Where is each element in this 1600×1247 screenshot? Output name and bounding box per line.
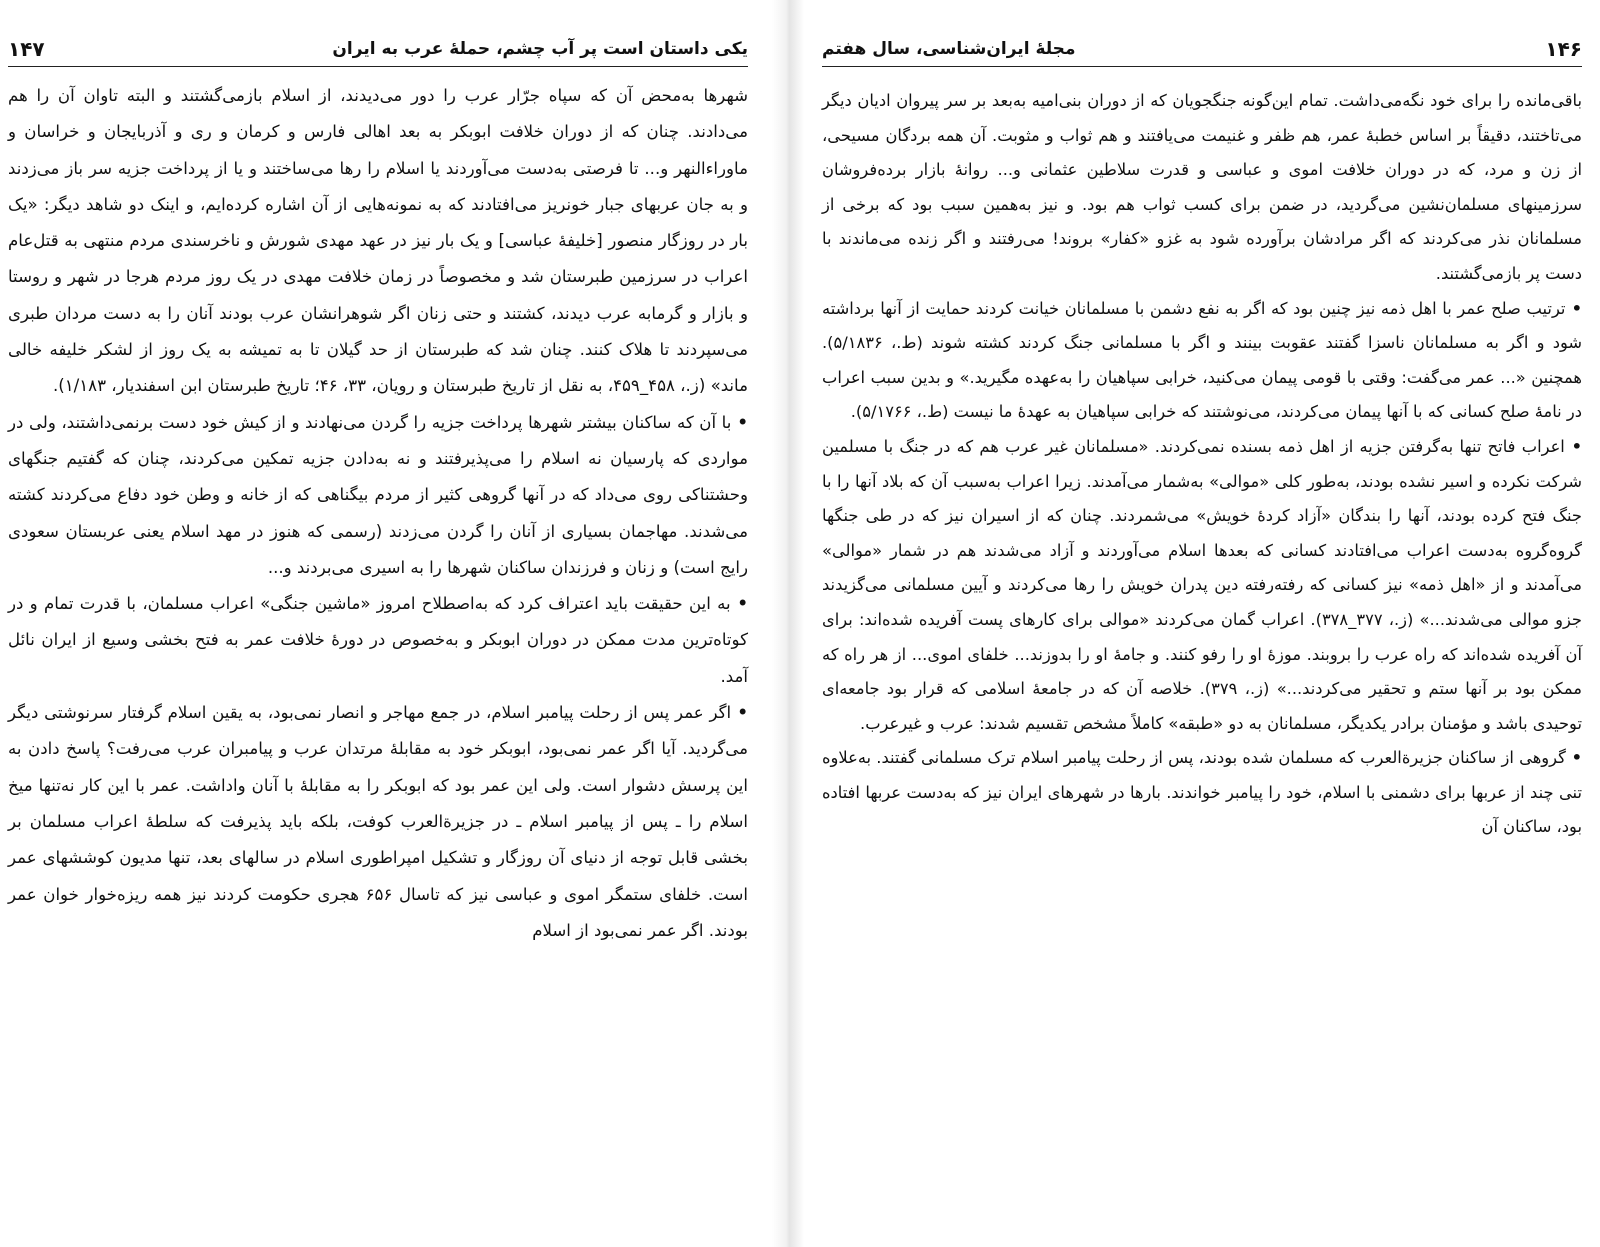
right-page-body — [822, 84, 1582, 1239]
bullet-paragraph: • با آن که ساکنان بیشتر شهرها پرداخت جزیه را گردن می‌نهادند و از کیش خود دست برنمی‌داشتند، ولی در مواردی که پارسیان نه اسلام را می‌پذیرفتند و نه به‌دادن جزیه تمکین می‌کردند، چنان که گفتیم جنگهای وحشتناکی روی می‌داد که در آنها گروهی کثیر از مردم بیگناهی که از خانه و وطن خود دفاع می‌کردند کشته می‌شدند. مهاجمان بسیاری از آنان را گردن می‌زدند (رسمی که هنوز در مهد اسلام یعنی عربستان سعودی رایج است) و زنان و فرزندان ساکنان شهرها را به اسیری می‌بردند و... — [8, 405, 748, 586]
left-page — [8, 0, 748, 1247]
page-number: ۱۴۶ — [1545, 37, 1582, 61]
bullet-paragraph: • گروهی از ساکنان جزیرةالعرب که مسلمان شده بودند، پس از رحلت پیامبر اسلام ترک مسلمانی گفتند. به‌علاوه تنی چند از عربها برای دشمنی با اسلام، خود را پیامبر خواندند. بارها در شهرهای ایران نیز که به‌دست عربها افتاده بود، ساکنان آن — [822, 741, 1582, 845]
page-gutter — [772, 0, 804, 1247]
running-title: یکی داستان است پر آب چشم، حملهٔ عرب به ایران — [332, 39, 748, 59]
left-page-header — [8, 32, 748, 67]
paragraph: شهرها به‌محض آن که سپاه جرّار عرب را دور می‌دیدند، از اسلام بازمی‌گشتند و البته تاوان آن را هم می‌دادند. چنان که از دوران خلافت ابوبکر به بعد اهالی فارس و کرمان و ری و آذربایجان و خراسان و ماوراءالنهر و... تا فرصتی به‌دست می‌آوردند یا اسلام را رها می‌ساختند و یا از پرداخت جزیه سر باز می‌زدند و به جان عربهای جبار خونریز می‌افتادند که به نمونه‌هایی از آن اشاره کرده‌ایم، و اینک دو شاهد دیگر: «یک بار در روزگار منصور [خلیفهٔ عباسی] و یک بار نیز در عهد مهدی شورش و ناخرسندی مردم منتهی به قتل‌عام اعراب در سرزمین طبرستان شد و مخصوصاً در زمان خلافت مهدی در یک روز مردم هرجا در شهر و روستا و بازار و گرمابه عرب دیدند، کشتند و حتی زنان اگر شوهرانشان عرب بودند آنان را به دست مردان طبری می‌سپردند تا هلاک کنند. چنان شد که طبرستان از حد گیلان تا به تمیشه به یک روز از لشکر خلیفه خالی ماند» (ز.، ۴۵۸_۴۵۹، به نقل از تاریخ طبرستان و رویان، ۳۳، ۴۶؛ تاریخ طبرستان ابن اسفندیار، ۱/۱۸۳). — [8, 86, 748, 396]
left-page-body — [8, 78, 748, 1239]
bullet-paragraph: • ترتیب صلح عمر با اهل ذمه نیز چنین بود که اگر به نفع دشمن با مسلمانان خیانت کردند حمایت از آنها برداشته شود و اگر به مسلمانان ناسزا گفتند عقوبت بینند و اگر با مسلمانی جنگ کردند کشته شوند (ط.، ۵/۱۸۳۶). همچنین «... عمر می‌گفت: وقتی با قومی پیمان می‌کنید، خرابی سپاهیان را به‌عهده مگیرید.» و بدین سبب اعراب در نامهٔ صلح کسانی که با آنها پیمان می‌کردند، می‌نوشتند که خرابی سپاهیان به عهدهٔ ما نیست (ط.، ۵/۱۷۶۶). — [822, 292, 1582, 430]
right-page — [822, 0, 1582, 1247]
running-title: مجلهٔ ایران‌شناسی، سال هفتم — [822, 39, 1076, 59]
right-page-header — [822, 32, 1582, 67]
bullet-paragraph: • به این حقیقت باید اعتراف کرد که به‌اصطلاح امروز «ماشین جنگی» اعراب مسلمان، با قدرت تمام و در کوتاه‌ترین مدت ممکن در دوران ابوبکر و به‌خصوص در دورهٔ خلافت عمر به فتح بخشی وسیع از ایران نائل آمد. — [8, 586, 748, 695]
bullet-paragraph: • اعراب فاتح تنها به‌گرفتن جزیه از اهل ذمه بسنده نمی‌کردند. «مسلمانان غیر عرب هم که در جنگ با مسلمین شرکت نکرده و اسیر نشده بودند، به‌طور کلی «موالی» به‌شمار می‌آمدند. زیرا اعراب به‌سبب آن که بلاد آنها را با جنگ فتح کرده بودند، آنها را بندگان «آزاد کردهٔ خویش» می‌شمردند. چنان که از اسیران نیز که در طی جنگها گروه‌گروه به‌دست اعراب می‌افتادند کسانی که بعدها اسلام می‌آوردند و آزاد می‌شدند هم در شمار «موالی» می‌آمدند و از «اهل ذمه» نیز کسانی که رفته‌رفته دین پدران خویش را رها می‌کردند و آیین مسلمانی می‌گزیدند جزو موالی می‌شدند...» (ز.، ۳۷۷_۳۷۸). اعراب گمان می‌کردند «موالی برای کارهای پست آفریده شده‌اند: برای آن آفریده شده‌اند که راه عرب را بروبند. موزهٔ او را رفو کنند. و جامهٔ او را بدوزند... خلفای اموی... از هر راه که ممکن بود بر آنها ستم و تحقیر می‌کردند...» (ز.، ۳۷۹). خلاصه آن که در جامعهٔ اسلامی که قرار بود جامعه‌ای توحیدی باشد و مؤمنان برادر یکدیگر، مسلمانان به دو «طبقه» کاملاً مشخص تقسیم شدند: عرب و غیرعرب. — [822, 430, 1582, 741]
bullet-paragraph: • اگر عمر پس از رحلت پیامبر اسلام، در جمع مهاجر و انصار نمی‌بود، به یقین اسلام گرفتار سرنوشتی دیگر می‌گردید. آیا اگر عمر نمی‌بود، ابوبکر خود به مقابلهٔ مرتدان عرب و پیامبران عرب می‌رفت؟ پاسخ دادن به این پرسش دشوار است. ولی این عمر بود که ابوبکر را به مقابلهٔ با آنان واداشت. عمر با این کار نه‌تنها میخ اسلام را ـ پس از پیامبر اسلام ـ در جزیرةالعرب کوفت، بلکه باید پذیرفت که سلطهٔ اعراب مسلمان بر بخشی قابل توجه از دنیای آن روزگار و تشکیل امپراطوری اسلام در سالهای بعد، تنها مدیون کوششهای عمر است. خلفای ستمگر اموی و عباسی نیز که تاسال ۶۵۶ هجری حکومت کردند نیز همه ریزه‌خوار خوان عمر بودند. اگر عمر نمی‌بود از اسلام — [8, 695, 748, 949]
paragraph: باقی‌مانده را برای خود نگه‌می‌داشت. تمام این‌گونه جنگجویان که از دوران بنی‌امیه به‌بعد بر سر پیروان ادیان دیگر می‌تاختند، دقیقاً بر اساس خطبهٔ عمر، هم ظفر و غنیمت می‌یافتند و هم ثواب و مثوبت. آن همه بردگان مسیحی، از زن و مرد، که در دوران خلافت اموی و عباسی و قدرت سلاطین عثمانی و... روانهٔ بازار برده‌فروشان سرزمینهای مسلمان‌نشین می‌گردید، در ضمن برای کسب ثواب هم بود. و نیز به‌همین سبب بود که برخی از مسلمانان نذر می‌کردند که اگر مرادشان برآورده شود به غزو «کفار» بروند! می‌رفتند و اگر زنده می‌ماندند با دست پر بازمی‌گشتند. — [822, 91, 1582, 283]
page-number: ۱۴۷ — [8, 37, 45, 61]
